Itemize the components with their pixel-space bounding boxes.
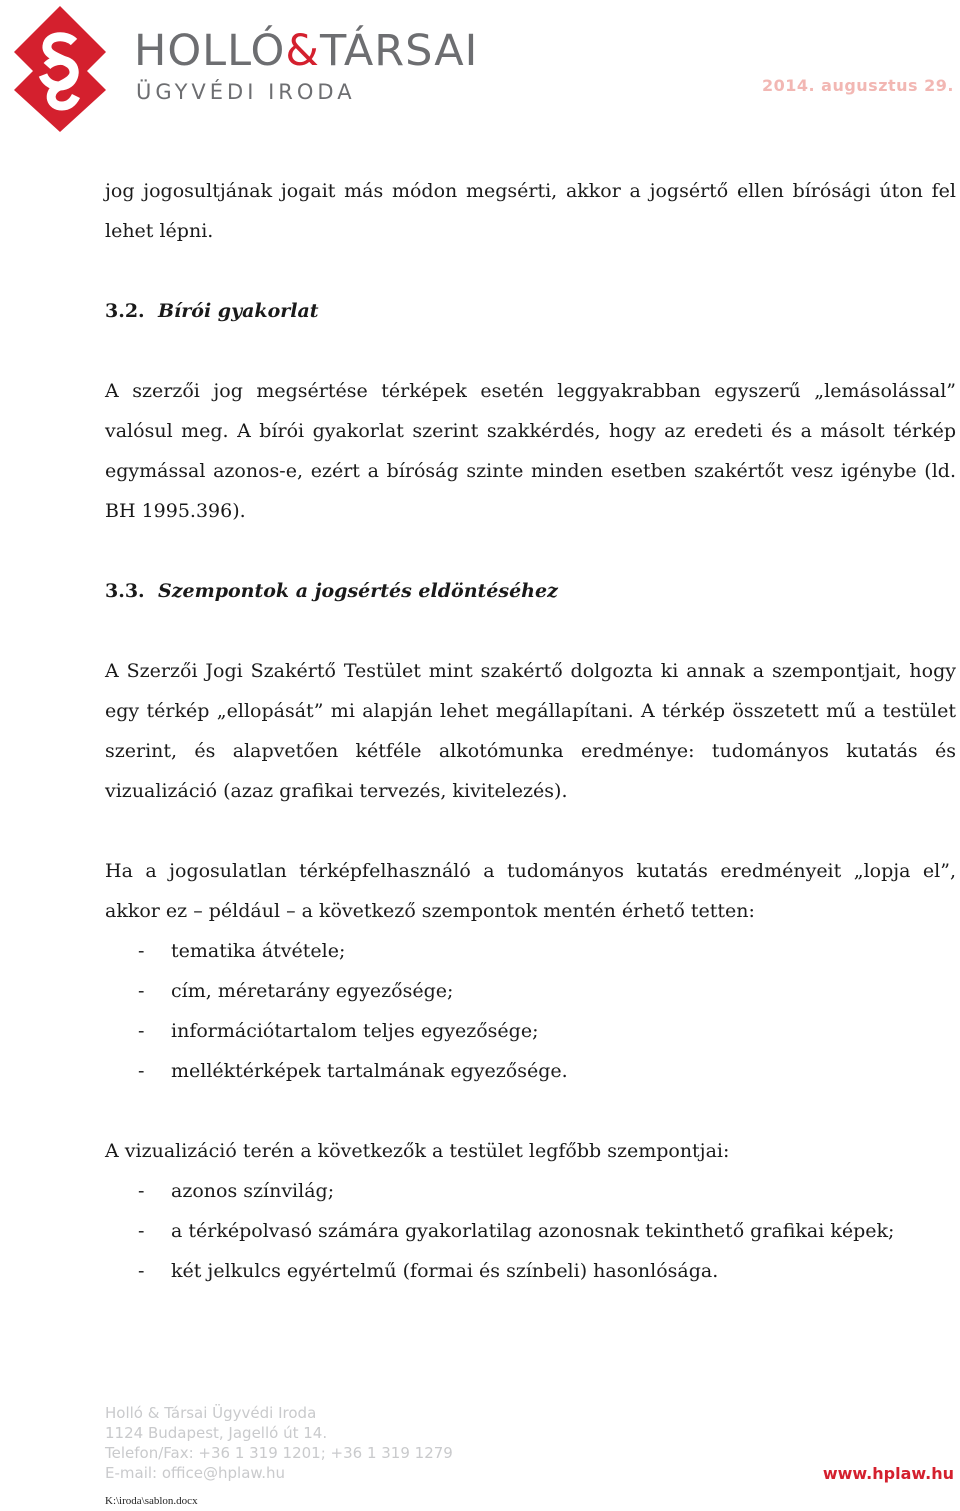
company-logo <box>10 2 110 134</box>
footer-firm: Holló & Társai Ügyvédi Iroda <box>105 1404 317 1422</box>
document-body <box>105 171 956 1291</box>
list-item: - a térképolvasó számára gyakorlatilag azonosnak tekinthető grafikai képek; <box>105 1211 956 1251</box>
brand-subtitle: ÜGYVÉDI IRODA <box>136 80 356 104</box>
list-item: - tematika átvétele; <box>105 931 956 971</box>
section-title: Szempontok a jogsértés eldöntéséhez <box>158 580 558 602</box>
file-path: K:\iroda\sablon.docx <box>105 1495 198 1507</box>
paragraph: A szerzői jog megsértése térképek esetén leggyakrabban egyszerű „lemásolással” valósul meg. A bírói gyakorlat szerint szakkérdés, hogy az eredeti és a másolt térkép egymással azonos-e, ezért a bíróság szinte minden esetben szakértőt vesz igénybe (ld. BH 1995.396). <box>105 380 956 522</box>
bullet-list <box>105 931 956 1091</box>
document-date: 2014. augusztus 29. <box>761 76 954 95</box>
paragraph: Ha a jogosulatlan térképfelhasználó a tudományos kutatás eredményeit „lopja el”, akkor ez – például – a következő szempontok mentén érhető tetten: <box>105 860 956 922</box>
paragraph: A vizualizáció terén a következők a testület legfőbb szempontjai: <box>105 1140 730 1162</box>
footer-address: 1124 Budapest, Jagelló út 14. <box>105 1424 328 1442</box>
section-number: 3.2. <box>105 300 145 322</box>
footer-email: E-mail: office@hplaw.hu <box>105 1464 286 1482</box>
section-title: Bírói gyakorlat <box>158 300 319 322</box>
footer-contact <box>105 1403 453 1483</box>
paragraph: jog jogosultjának jogait más módon megsérti, akkor a jogsértő ellen bírósági úton fel lehet lépni. <box>105 180 956 242</box>
brand-name-part-2: TÁRSAI <box>319 26 479 76</box>
section-heading-3-2 <box>105 291 956 331</box>
list-item: - melléktérképek tartalmának egyezősége. <box>105 1051 956 1091</box>
bullet-list <box>105 1171 956 1291</box>
brand-ampersand: & <box>285 26 320 76</box>
list-item: - információtartalom teljes egyezősége; <box>105 1011 956 1051</box>
brand-name <box>134 26 479 76</box>
section-heading-3-3 <box>105 571 956 611</box>
list-item: - azonos színvilág; <box>105 1171 956 1211</box>
section-number: 3.3. <box>105 580 145 602</box>
brand-name-part: HOLLÓ <box>134 26 286 76</box>
logo-diamond <box>14 6 106 132</box>
website-link[interactable]: www.hplaw.hu <box>822 1464 954 1483</box>
footer-phone: Telefon/Fax: +36 1 319 1201; +36 1 319 1279 <box>105 1444 453 1462</box>
paragraph: A Szerzői Jogi Szakértő Testület mint szakértő dolgozta ki annak a szempontjait, hogy egy térkép „ellopását” mi alapján lehet megállapítani. A térkép összetett mű a testület szerint, és alapvetően kétféle alkotómunka eredménye: tudományos kutatás és vizualizáció (azaz grafikai tervezés, kivitelezés). <box>105 660 956 802</box>
list-item: - két jelkulcs egyértelmű (formai és színbeli) hasonlósága. <box>105 1251 956 1291</box>
list-item: - cím, méretarány egyezősége; <box>105 971 956 1011</box>
